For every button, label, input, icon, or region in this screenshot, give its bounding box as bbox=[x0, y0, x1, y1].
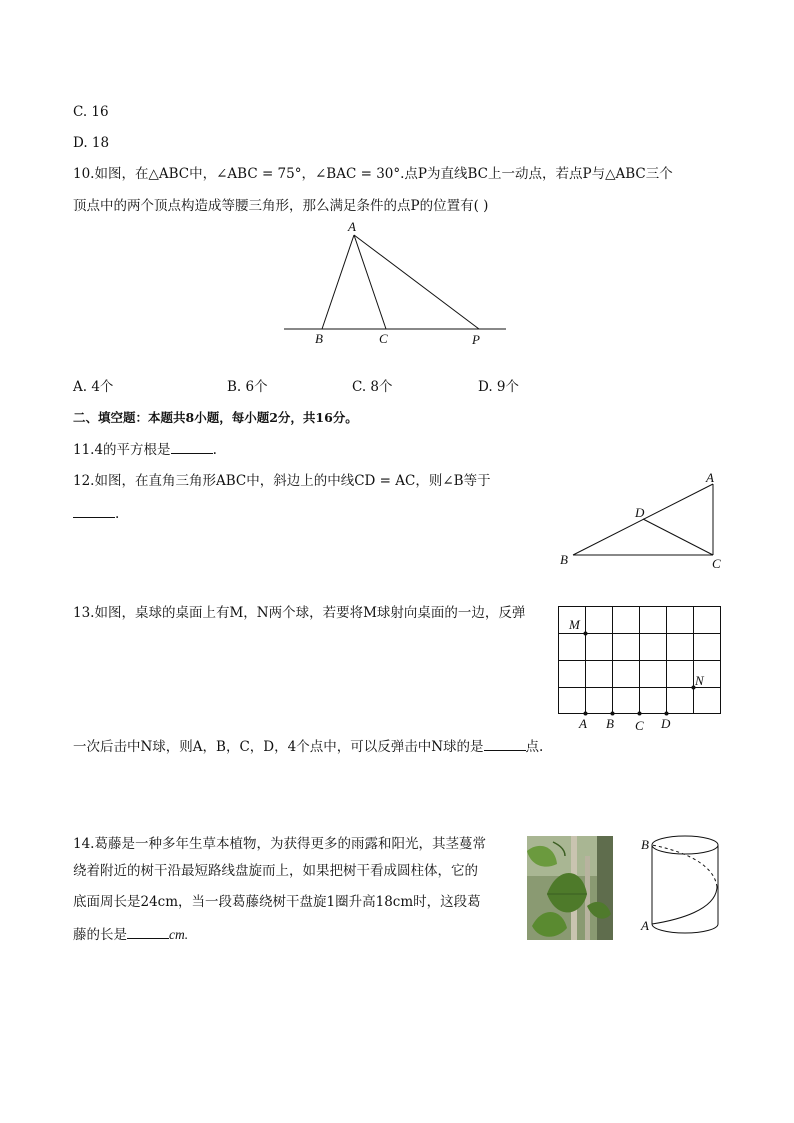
section-2-heading: 二、填空题：本题共8小题，每小题2分，共16分。 bbox=[73, 410, 358, 425]
q14-line1: 14.葛藤是一种多年生草本植物，为获得更多的雨露和阳光，其茎蔓常 bbox=[73, 836, 486, 852]
q11-line bbox=[73, 439, 217, 460]
q12-label-b: B bbox=[560, 552, 568, 567]
q14-text: 藤的长是 bbox=[73, 927, 127, 943]
q12-label-a: A bbox=[706, 470, 714, 485]
q13-text: 一次后击中N球，则A，B，C，D，4个点中，可以反弹击中N球的是 bbox=[73, 739, 484, 755]
q14-line3: 底面周长是24cm，当一段葛藤绕树干盘旋1圈升高18cm时，这段葛 bbox=[73, 894, 481, 910]
q14-line2: 绕着附近的树干沿最短路线盘旋而上，如果把树干看成圆柱体，它的 bbox=[73, 863, 478, 879]
q13-label-m: M bbox=[569, 617, 580, 632]
point-d bbox=[665, 712, 669, 716]
q10-label-p: P bbox=[472, 332, 480, 347]
q11-end: . bbox=[212, 442, 217, 458]
q12-label-c: C bbox=[712, 556, 721, 571]
q10-line2: 顶点中的两个顶点构造成等腰三角形，那么满足条件的点P的位置有( ) bbox=[73, 198, 489, 214]
option-c-q9: C. 16 bbox=[73, 104, 109, 120]
q10-label-b: B bbox=[315, 331, 323, 346]
point-b bbox=[611, 712, 615, 716]
vine-photo bbox=[527, 836, 613, 940]
option-d-q9: D. 18 bbox=[73, 135, 110, 151]
q10-option-a: A. 4个 bbox=[73, 379, 114, 395]
q12-right-triangle-diagram bbox=[556, 468, 728, 574]
q12-line2 bbox=[73, 503, 119, 524]
q13-line2 bbox=[73, 736, 543, 757]
q14-cylinder-diagram bbox=[638, 832, 724, 944]
q10-option-b: B. 6个 bbox=[227, 379, 268, 395]
q11-answer-blank bbox=[171, 439, 213, 454]
q10-triangle-diagram bbox=[280, 216, 516, 350]
q12-line1: 12.如图，在直角三角形ABC中，斜边上的中线CD = AC，则∠B等于 bbox=[73, 473, 491, 489]
ball-m bbox=[584, 632, 588, 636]
q13-billiard-grid-diagram bbox=[552, 600, 728, 734]
q12-end: . bbox=[115, 506, 120, 522]
q13-label-n: N bbox=[695, 673, 704, 688]
q13-label-d: D bbox=[661, 716, 671, 731]
q14-label-a: A bbox=[641, 918, 649, 933]
q10-label-a: A bbox=[348, 219, 356, 234]
q12-label-d: D bbox=[635, 505, 645, 520]
q10-option-d: D. 9个 bbox=[478, 379, 520, 395]
q14-unit: cm. bbox=[169, 927, 189, 942]
q13-label-c: C bbox=[635, 718, 644, 733]
q14-line4 bbox=[73, 924, 188, 945]
point-c bbox=[638, 712, 642, 716]
q13-label-a: A bbox=[579, 716, 587, 731]
q11-text: 11.4的平方根是 bbox=[73, 442, 171, 458]
q13-answer-blank bbox=[484, 736, 526, 751]
q10-line1: 10.如图，在△ABC中，∠ABC = 75°，∠BAC = 30°.点P为直线BC上一动点，若点P与△ABC三个 bbox=[73, 166, 673, 182]
q10-label-c: C bbox=[379, 331, 388, 346]
q13-line1: 13.如图，桌球的桌面上有M，N两个球，若要将M球射向桌面的一边，反弹 bbox=[73, 605, 526, 621]
q14-label-b: B bbox=[641, 837, 649, 852]
q10-option-c: C. 8个 bbox=[352, 379, 393, 395]
point-a bbox=[584, 712, 588, 716]
q13-end: 点. bbox=[525, 739, 544, 755]
q14-answer-blank bbox=[127, 924, 169, 939]
q12-answer-blank bbox=[73, 503, 115, 518]
q13-label-b: B bbox=[606, 716, 614, 731]
